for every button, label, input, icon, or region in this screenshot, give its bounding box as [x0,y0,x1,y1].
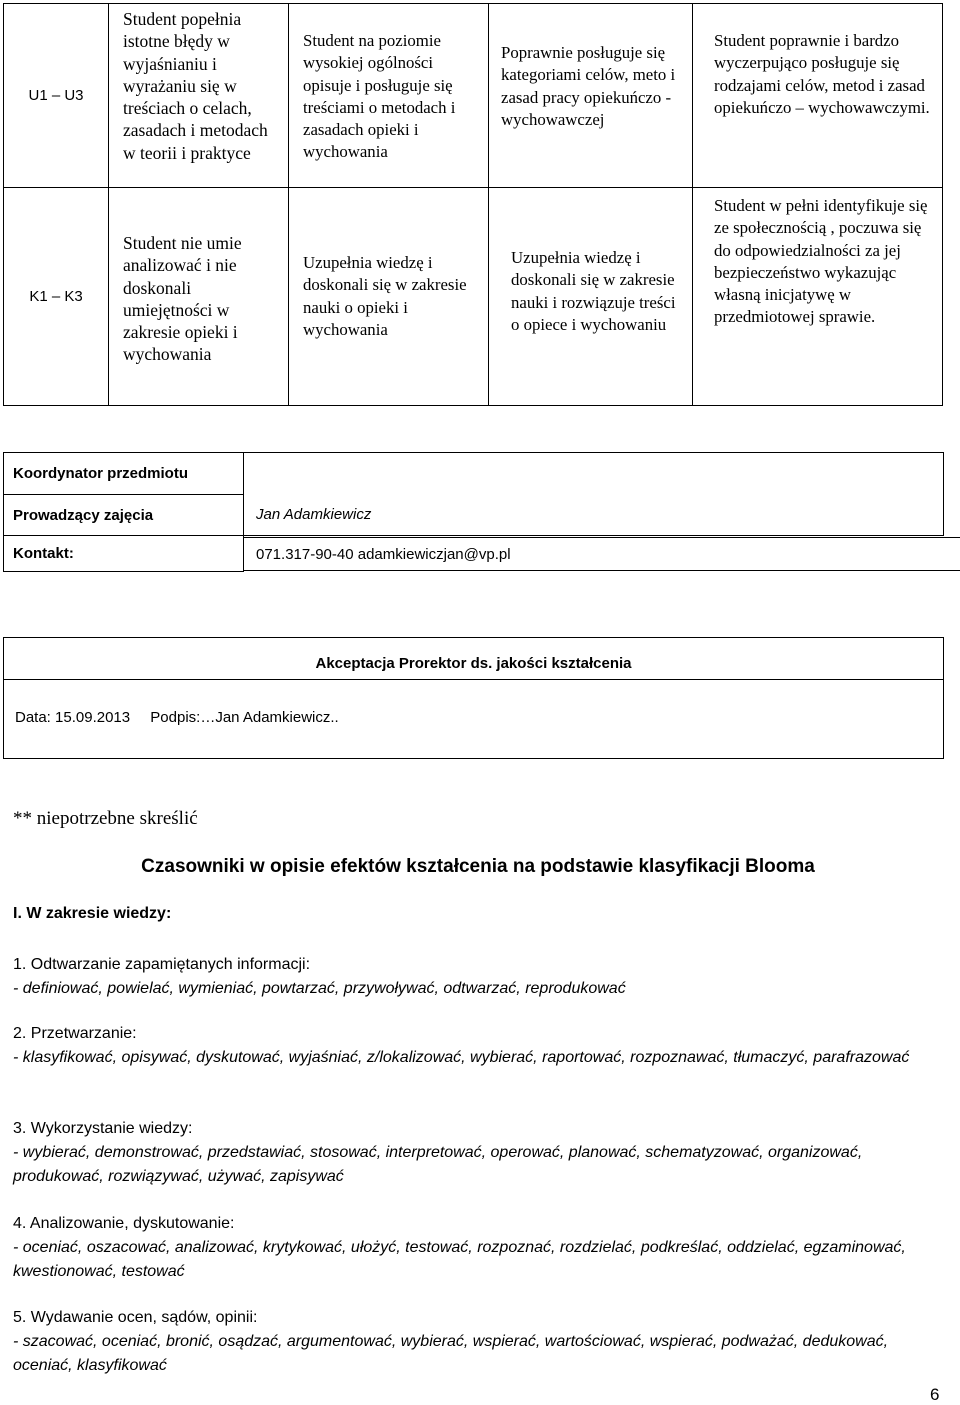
grading-row [4,187,942,405]
bloom-item-verbs: - szacować, oceniać, bronić, osądzać, argumentować, wybierać, wspierać, wartościować, wspierać, podważać, dedukować, oceniać, klasyfikować [13,1333,889,1374]
grade-4-text: Poprawnie posługuje się kategoriami celów, meto i zasad pracy opiekuńczo - wychowawczej [501,43,676,129]
grade-5-text: Student poprawnie i bardzo wyczerpująco posługuje się rodzajami celów, metod i zasad opiekuńczo – wychowawczymi. [714,31,930,117]
grade-2-text: Student popełnia istotne błędy w wyjaśnianiu i wyrażaniu się w treściach o celach, zasadach i metodach w teorii i praktyce [123,9,268,163]
contact-label: Kontakt: [3,535,244,572]
grade-3-text: Student na poziomie wysokiej ogólności opisuje i posługuje się treściami o metodach i zasadach opieki i wychowania [303,31,456,162]
bloom-item-verbs: - definiować, powielać, wymieniać, powtarzać, przywoływać, odtwarzać, reprodukować [13,980,626,997]
grade-cell [109,4,289,187]
bloom-item [13,1306,913,1378]
bloom-title-text: Czasowniki w opisie efektów kształcenia na podstawie klasyfikacji Blooma [141,856,815,877]
teacher-name: Jan Adamkiewicz [256,506,372,523]
bloom-item-heading: 1. Odtwarzanie zapamiętanych informacji: [13,956,311,973]
bloom-item-verbs: - oceniać, oszacować, analizować, krytykować, ułożyć, testować, rozpoznać, rozdzielać, podkreślać, oddzielać, egzaminować, kwestionować, testować [13,1239,906,1280]
acceptance-title: Akceptacja Prorektor ds. jakości kształcenia [3,637,944,680]
teacher-value [244,494,944,536]
bloom-item-heading: 3. Wykorzystanie wiedzy: [13,1120,193,1137]
coordinator-label: Koordynator przedmiotu [3,452,244,495]
grade-cell [693,4,944,187]
grade-cell [289,187,489,405]
grade-4-text: Uzupełnia wiedzę i doskonali się w zakresie nauki i rozwiązuje treści o opiece i wychowaniu [511,248,676,334]
bloom-title [0,856,960,878]
grade-cell [489,4,693,187]
bloom-item [13,1212,913,1284]
grade-cell [109,187,289,405]
contact-value: 071.317-90-40 adamkiewiczjan@vp.pl [244,537,960,571]
signature-label: Podpis: [150,709,201,726]
bloom-item [13,953,913,1001]
bloom-item-verbs: - klasyfikować, opisywać, dyskutować, wyjaśniać, z/lokalizować, wybierać, raportować, rozpoznawać, tłumaczyć, parafrazować [13,1049,910,1066]
signature-line [15,709,339,726]
signature-box [3,679,944,759]
bloom-item [13,1117,913,1189]
effect-code: K1 – K3 [4,187,109,405]
grade-5-text: Student w pełni identyfikuje się ze społecznością , poczuwa się do odpowiedzialności za jej bezpieczeństwo wykazując własną inicjatywę w przedmiotowej sprawie. [714,196,928,327]
signature-value: …Jan Adamkiewicz.. [200,709,339,726]
teacher-label: Prowadzący zajęcia [3,494,244,536]
section-heading: I. W zakresie wiedzy: [13,905,172,922]
footnote: ** niepotrzebne skreślić [13,808,198,829]
page-number: 6 [930,1385,940,1404]
bloom-item-heading: 4. Analizowanie, dyskutowanie: [13,1215,235,1232]
grade-cell [693,187,944,405]
grade-3-text: Uzupełnia wiedzę i doskonali się w zakresie nauki o opieki i wychowania [303,253,467,339]
bloom-item-heading: 5. Wydawanie ocen, sądów, opinii: [13,1309,258,1326]
grade-2-text: Student nie umie analizować i nie doskonali umiejętności w zakresie opieki i wychowania [123,233,242,365]
bloom-item-heading: 2. Przetwarzanie: [13,1025,137,1042]
grade-cell [289,4,489,187]
bloom-item [13,1022,913,1070]
date-label: Data: [15,709,51,726]
grading-row [4,4,942,188]
effect-code: U1 – U3 [4,4,109,187]
grade-cell [489,187,693,405]
bloom-item-verbs: - wybierać, demonstrować, przedstawiać, stosować, interpretować, operować, planować, schematyzować, organizować, produkować, rozwiązywać, używać, zapisywać [13,1144,863,1185]
date-value: 15.09.2013 [55,709,131,726]
grading-table [3,3,943,406]
